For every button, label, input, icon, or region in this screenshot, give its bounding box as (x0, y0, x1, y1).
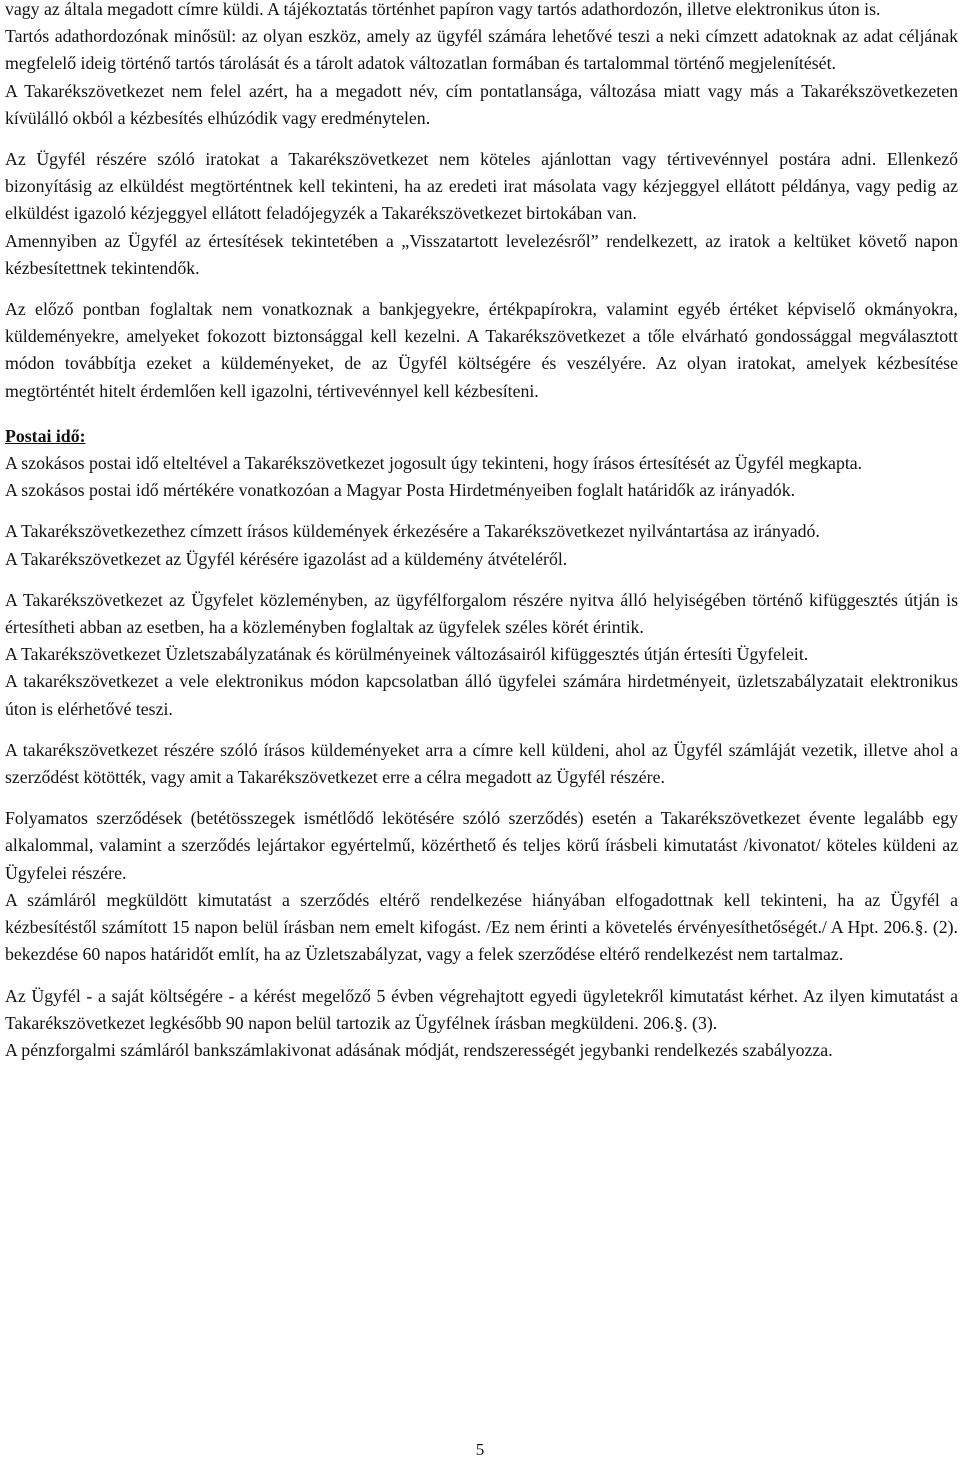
paragraph-public-notice: A Takarékszövetkezet az Ügyfelet közleményben, az ügyfélforgalom részére nyitva álló helyiségében történő kifüggesztés útján is értesítheti abban az esetben, ha a közleményben foglaltak az ügyfelek széles körét érintik. (5, 589, 958, 638)
paragraph-receipt-confirmation: A Takarékszövetkezet az Ügyfél kérésére igazolást ad a küldemény átvételéről. (5, 548, 568, 569)
paragraph-retained-correspondence: Amennyiben az Ügyfél az értesítések tekintetében a „Visszatartott levelezésről” rendelkezett, az iratok a keltüket követő napon kézbesítettnek tekintendők. (5, 230, 958, 278)
document-body (5, 0, 958, 1064)
paragraph-rule-changes: A Takarékszövetkezet Üzletszabályzatának és körülményeinek változásairól kifüggesztés útján értesíti Ügyfeleit. (5, 644, 809, 665)
paragraph-continuous-contracts: Folyamatos szerződések (betétösszegek ismétlődő lekötésére szóló szerződés) esetén a Takarékszövetkezet évente legalább egy alkalommal, valamint a szerződés lejártakor egyértelmű, közérthető és teljes körű írásbeli kimutatást /kivonatot/ köteles küldeni az Ügyfelei részére. (5, 808, 958, 883)
page-number: 5 (475, 1440, 485, 1459)
paragraph-postal-time-measure: A szokásos postai idő mértékére vonatkozóan a Magyar Posta Hirdetményeiben foglalt határidők az irányadók. (5, 480, 796, 501)
paragraph-arrival-record: A Takarékszövetkezethez címzett írásos küldemények érkezésére a Takarékszövetkezet nyilvántartása az irányadó. (5, 521, 820, 542)
paragraph-information-delivery: vagy az általa megadott címre küldi. A tájékoztatás történhet papíron vagy tartós adathordozón, illetve elektronikus úton is. (5, 0, 881, 19)
paragraph-durable-medium: Tartós adathordozónak minősül: az olyan eszköz, amely az ügyfél számára lehetővé teszi a neki címzett adatoknak az adat céljának megfelelő ideig történő tartós tárolását és a tárolt adatok változatlan formában és tartalommal történő megjelenítését. (5, 26, 958, 74)
paragraph-electronic-access: A takarékszövetkezet a vele elektronikus módon kapcsolatban álló ügyfelei számára hirdetményeit, üzletszabályzatait elektronikus úton is elérhetővé teszi. (5, 671, 958, 719)
paragraph-valuables-delivery: Az előző pontban foglaltak nem vonatkoznak a bankjegyekre, értékpapírokra, valamint egyéb értéket képviselő okmányokra, küldeményekre, amelyeket fokozott biztonsággal kell kezelni. A Takarékszövetkezet a tőle elvárható gondossággal megválasztott módon továbbítja ezeket a küldeményeket, de az Ügyfél költségére és veszélyére. Az olyan iratokat, amelyek kézbesítése megtörténtét hitelt érdemlően kell igazolni, tértivevénnyel kell kézbesíteni. (5, 299, 958, 401)
section-heading-postal-time: Postai idő: (5, 425, 86, 446)
paragraph-statement-acceptance: A számláról megküldött kimutatást a szerződés eltérő rendelkezése hiányában elfogadottnak kell tekinteni, ha az Ügyfél a kézbesítéstől számított 15 napon belül írásban nem emelt kifogást. /Ez nem érinti a követelés érvényesíthetőségét./ A Hpt. 206.§. (2). bekezdése 60 napos határidőt említ, ha az Üzletszabályzat, vagy a felek szerződése eltérő rendelkezést nem tartalmaz. (5, 889, 958, 965)
paragraph-liability-delivery: A Takarékszövetkezet nem felel azért, ha a megadott név, cím pontatlansága, változása miatt vagy más a Takarékszövetkezeten kívülálló okból a kézbesítés elhúzódik vagy eredménytelen. (5, 80, 958, 128)
paragraph-mailing-address: A takarékszövetkezet részére szóló írásos küldeményeket arra a címre kell küldeni, ahol az Ügyfél számláját vezetik, illetve ahol a szerződést kötötték, vagy amit a Takarékszövetkezet erre a célra megadott az Ügyfél részére. (5, 739, 958, 788)
paragraph-registered-mail: Az Ügyfél részére szóló iratokat a Takarékszövetkezet nem köteles ajánlottan vagy tértivevénnyel postára adni. Ellenkező bizonyításig az elküldést megtörténtnek kell tekinteni, ha az eredeti irat másolata vagy kézjeggyel ellátott példánya, vagy pedig az elküldést igazoló kézjeggyel ellátott feladójegyzék a Takarékszövetkezet birtokában van. (5, 149, 958, 224)
paragraph-bank-statement-rules: A pénzforgalmi számláról bankszámlakivonat adásának módját, rendszerességét jegybanki rendelkezés szabályozza. (5, 1039, 833, 1060)
paragraph-transaction-statement: Az Ügyfél - a saját költségére - a kérést megelőző 5 évben végrehajtott egyedi ügyletekről kimutatást kérhet. Az ilyen kimutatást a Takarékszövetkezet legkésőbb 90 napon belül tartozik az Ügyfélnek írásban megküldeni. 206.§. (3). (5, 985, 958, 1033)
paragraph-postal-time-elapsed: A szokásos postai idő elteltével a Takarékszövetkezet jogosult úgy tekinteni, hogy írásos értesítését az Ügyfél megkapta. (5, 453, 863, 474)
